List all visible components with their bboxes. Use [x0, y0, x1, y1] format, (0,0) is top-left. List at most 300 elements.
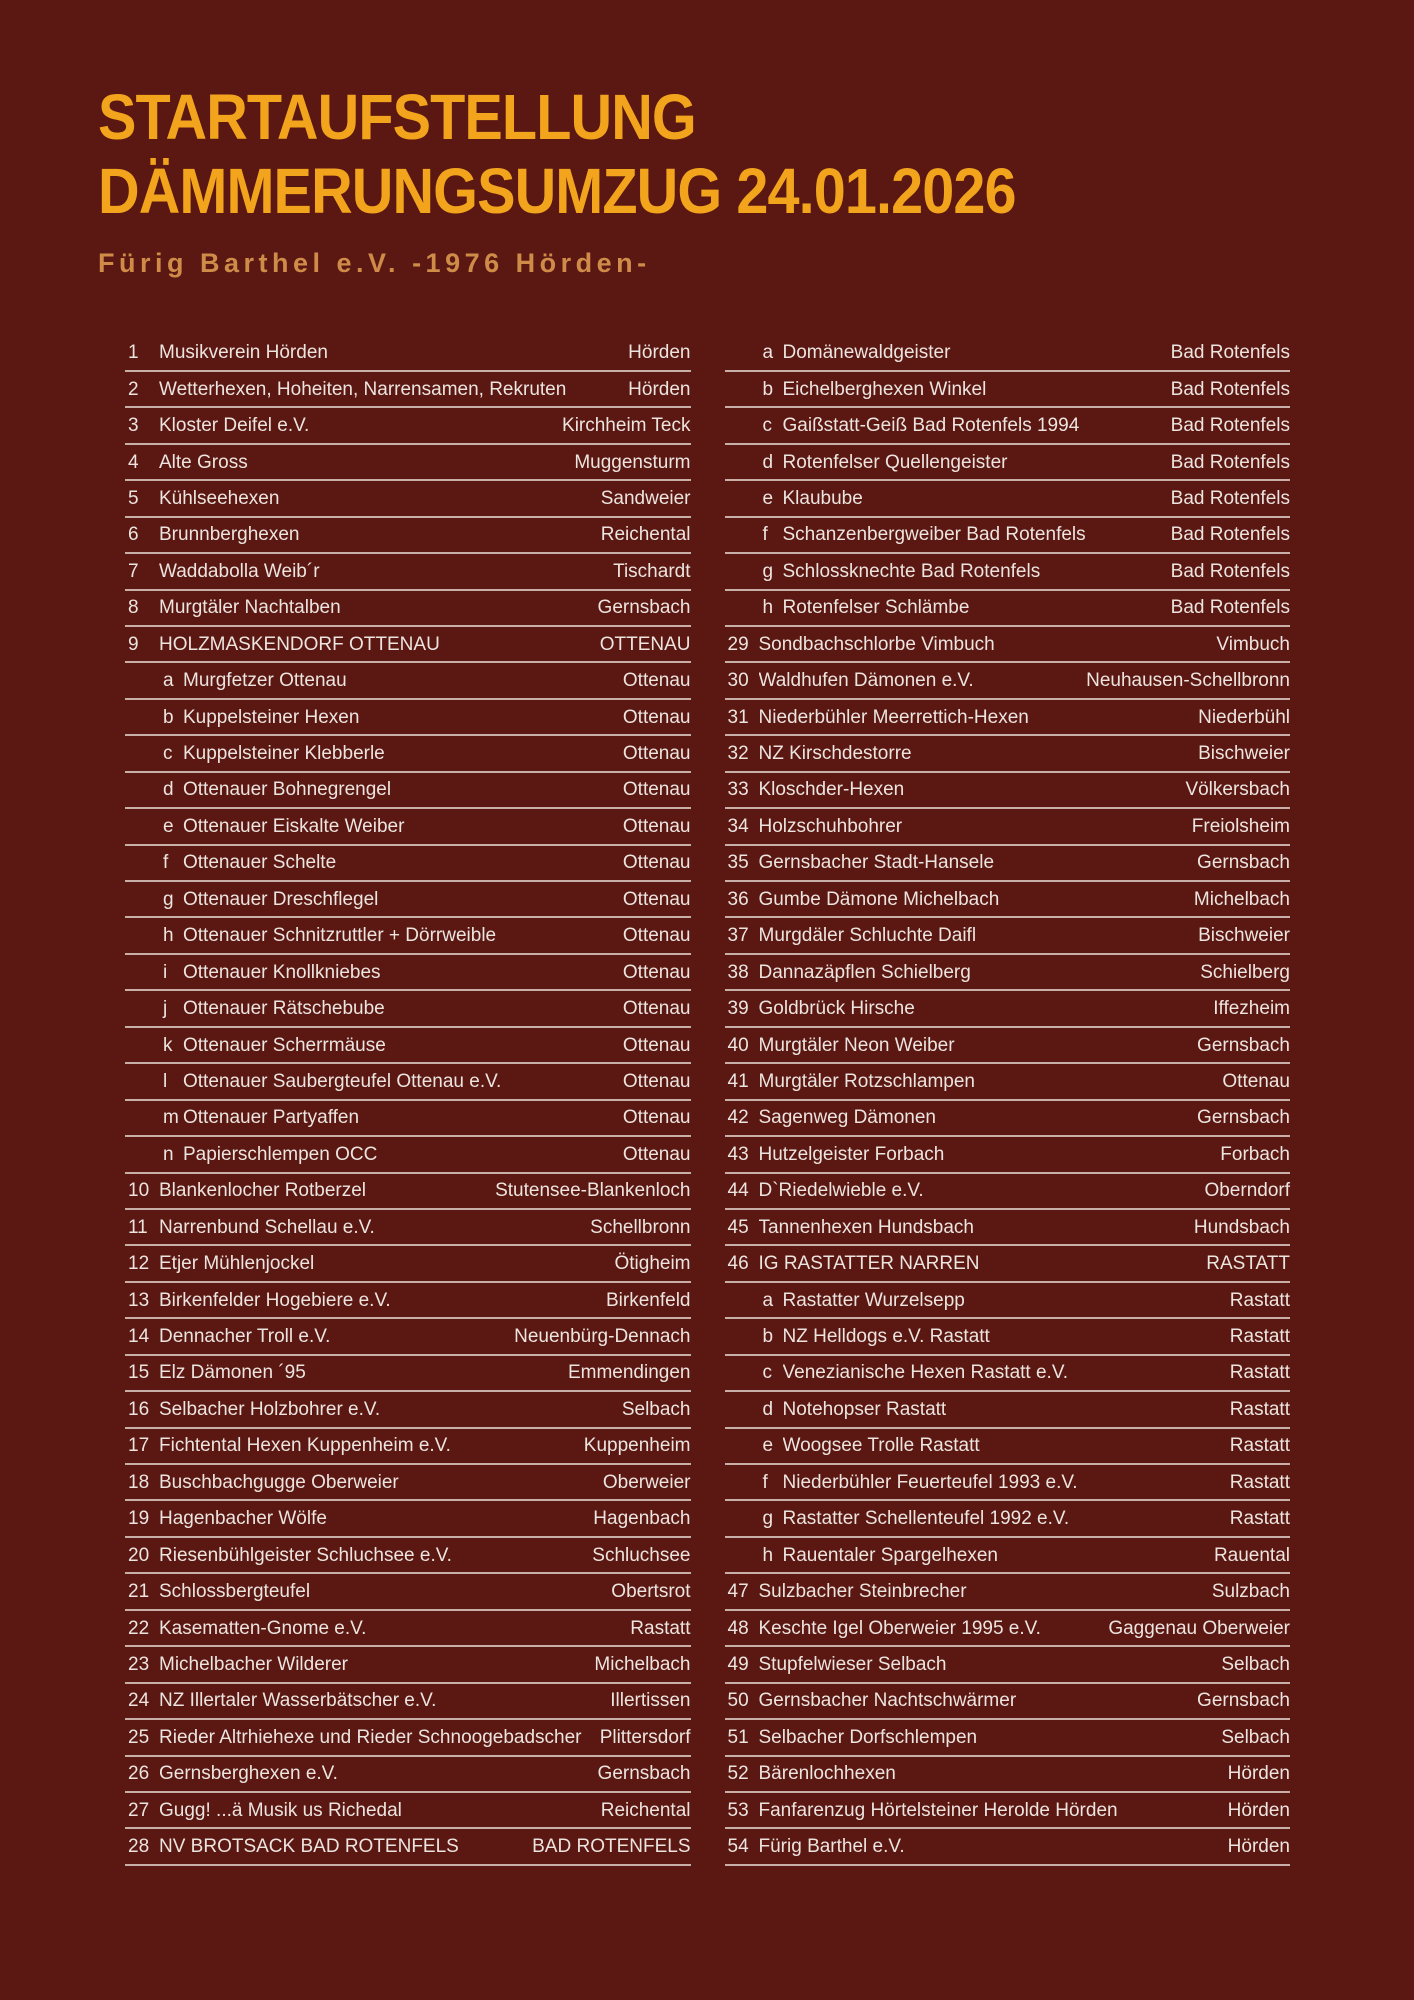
- row-place: Bad Rotenfels: [1170, 524, 1290, 546]
- row-place: Bad Rotenfels: [1170, 451, 1290, 473]
- row-number: c: [163, 743, 173, 764]
- lineup-row: [125, 1684, 691, 1720]
- row-group-name: Venezianische Hexen Rastatt e.V.: [782, 1363, 1069, 1383]
- row-group-name: Gernsbacher Nachtschwärmer: [758, 1691, 1017, 1711]
- row-place: Birkenfeld: [606, 1289, 691, 1311]
- row-group-name: Goldbrück Hirsche: [758, 999, 915, 1019]
- lineup-row: [125, 1793, 691, 1829]
- row-place: Völkersbach: [1185, 779, 1290, 801]
- row-number: a: [163, 670, 174, 692]
- lineup-row: [725, 1829, 1291, 1865]
- row-number: 50: [727, 1690, 749, 1712]
- row-number: 4: [128, 451, 139, 473]
- row-place: Rastatt: [1229, 1289, 1290, 1311]
- lineup-row: [125, 700, 691, 736]
- row-number: 22: [128, 1617, 150, 1639]
- lineup-row: [125, 1501, 691, 1537]
- lineup-row: [725, 627, 1291, 663]
- row-number: 9: [128, 633, 139, 655]
- row-number: 12: [128, 1253, 150, 1275]
- row-place: Forbach: [1220, 1143, 1290, 1165]
- row-place: Neuhausen-Schellbronn: [1086, 670, 1290, 692]
- row-number: 34: [727, 815, 749, 837]
- row-group-name: Niederbühler Meerrettich-Hexen: [758, 707, 1029, 727]
- lineup-row: [125, 627, 691, 663]
- row-number: a: [762, 342, 774, 364]
- row-group-name: NZ Kirschdestorre: [758, 744, 912, 763]
- lineup-row: [725, 1574, 1291, 1610]
- row-place: Ottenau: [622, 852, 691, 874]
- lineup-row: [125, 1137, 691, 1173]
- row-group-name: Buschbachgugge Oberweier: [159, 1472, 399, 1492]
- lineup-row: [125, 1465, 691, 1501]
- row-place: Selbach: [1221, 1653, 1290, 1675]
- row-group-name: Tannenhexen Hundsbach: [758, 1217, 975, 1237]
- row-group-name: Ottenauer Schnitzruttler + Dörrweible: [183, 926, 497, 946]
- row-place: Gaggenau Oberweier: [1108, 1617, 1290, 1639]
- lineup-row: [725, 1501, 1291, 1537]
- lineup-row: [725, 1429, 1291, 1465]
- row-place: Illertissen: [610, 1690, 691, 1712]
- lineup-row: [125, 955, 691, 991]
- row-group-name: Hutzelgeister Forbach: [758, 1144, 945, 1164]
- row-place: Schellbronn: [590, 1216, 691, 1238]
- row-place: Kuppenheim: [583, 1435, 691, 1457]
- lineup-row: [725, 1392, 1291, 1428]
- row-place: Kirchheim Teck: [562, 415, 691, 437]
- row-group-name: Kühlseehexen: [159, 488, 280, 508]
- row-number: h: [762, 597, 774, 619]
- row-place: Freiolsheim: [1191, 815, 1290, 837]
- row-number: 15: [128, 1362, 150, 1384]
- row-group-name: Riesenbühlgeister Schluchsee e.V.: [159, 1545, 452, 1565]
- lineup-row: [725, 1246, 1291, 1282]
- row-place: Rastatt: [1229, 1508, 1290, 1530]
- lineup-row: [725, 1465, 1291, 1501]
- lineup-row: [725, 408, 1291, 444]
- row-number: 11: [128, 1216, 148, 1238]
- lineup-row: [125, 408, 691, 444]
- lineup-row: [125, 372, 691, 408]
- row-place: Hagenbach: [593, 1508, 691, 1530]
- row-group-name: NV BROTSACK BAD ROTENFELS: [159, 1837, 459, 1857]
- lineup-row: [725, 1793, 1291, 1829]
- row-number: 20: [128, 1544, 150, 1566]
- row-number: d: [762, 1398, 774, 1420]
- lineup-row: [125, 1101, 691, 1137]
- row-place: Hörden: [628, 378, 691, 400]
- lineup-row: [725, 1028, 1291, 1064]
- lineup-row: [125, 1829, 691, 1865]
- row-number: 17: [128, 1435, 150, 1457]
- row-number: 40: [727, 1034, 749, 1056]
- row-number: g: [762, 560, 774, 582]
- lineup-row: [125, 1429, 691, 1465]
- row-group-name: Keschte Igel Oberweier 1995 e.V.: [758, 1618, 1041, 1638]
- lineup-row: [125, 736, 691, 772]
- row-group-name: Gumbe Dämone Michelbach: [758, 889, 1000, 909]
- row-place: Gernsbach: [1197, 1690, 1290, 1712]
- page-title-line1: STARTAUFSTELLUNG: [98, 81, 696, 153]
- lineup-row: [725, 1101, 1291, 1137]
- row-group-name: Sulzbacher Steinbrecher: [758, 1582, 967, 1602]
- row-place: Sulzbach: [1211, 1581, 1290, 1603]
- row-place: Reichental: [600, 1799, 691, 1821]
- row-place: Gernsbach: [1197, 852, 1290, 874]
- row-group-name: Fürig Barthel e.V.: [758, 1837, 905, 1857]
- row-number: e: [762, 1435, 774, 1457]
- row-number: 25: [128, 1726, 150, 1748]
- row-place: Gernsbach: [597, 1763, 691, 1785]
- row-group-name: Klaubube: [782, 488, 863, 508]
- row-group-name: Murgfetzer Ottenau: [183, 671, 347, 691]
- row-place: Oberweier: [602, 1471, 691, 1493]
- row-number: 13: [128, 1289, 150, 1311]
- row-place: Bischweier: [1198, 925, 1290, 947]
- row-group-name: Stupfelwieser Selbach: [758, 1654, 947, 1674]
- row-number: 5: [128, 487, 139, 509]
- row-place: Plittersdorf: [599, 1726, 691, 1748]
- lineup-row: [125, 1611, 691, 1647]
- lineup-row: [125, 846, 691, 882]
- row-number: 43: [727, 1143, 749, 1165]
- row-group-name: Rieder Altrhiehexe und Rieder Schnoogebadscher: [159, 1727, 582, 1747]
- lineup-row: [725, 918, 1291, 954]
- page-title: [98, 80, 1282, 228]
- row-place: Ottenau: [622, 1034, 691, 1056]
- row-group-name: Murgtäler Neon Weiber: [758, 1035, 955, 1055]
- row-group-name: Gugg! ...ä Musik us Richedal: [159, 1800, 402, 1820]
- lineup-row: [125, 773, 691, 809]
- lineup-row: [725, 663, 1291, 699]
- row-group-name: NZ Helldogs e.V. Rastatt: [782, 1327, 990, 1346]
- row-number: 49: [727, 1653, 749, 1675]
- lineup-row: [725, 1757, 1291, 1793]
- lineup-row: [125, 481, 691, 517]
- row-place: Niederbühl: [1198, 706, 1290, 728]
- row-number: 2: [128, 378, 139, 400]
- row-number: h: [762, 1544, 774, 1566]
- row-place: Ottenau: [622, 1107, 691, 1129]
- row-group-name: Kasematten-Gnome e.V.: [159, 1618, 367, 1638]
- row-group-name: Domänewaldgeister: [782, 343, 951, 363]
- row-number: g: [163, 888, 174, 910]
- lineup-row: [725, 1684, 1291, 1720]
- row-number: 16: [128, 1398, 150, 1420]
- lineup-row: [125, 809, 691, 845]
- row-group-name: Rotenfelser Schlämbe: [782, 598, 970, 618]
- row-group-name: Kuppelsteiner Hexen: [183, 707, 360, 727]
- row-group-name: D`Riedelwieble e.V.: [758, 1181, 924, 1201]
- row-number: b: [762, 1326, 774, 1347]
- row-group-name: Sagenweg Dämonen: [758, 1108, 936, 1128]
- row-number: b: [163, 706, 174, 728]
- row-group-name: Ottenauer Knollkniebes: [183, 962, 381, 982]
- row-number: b: [762, 378, 774, 400]
- row-group-name: Etjer Mühlenjockel: [159, 1254, 315, 1274]
- row-number: 29: [727, 633, 749, 655]
- row-number: 1: [128, 342, 139, 364]
- row-number: 46: [727, 1253, 749, 1275]
- row-group-name: Holzschuhbohrer: [758, 816, 903, 836]
- row-group-name: Rotenfelser Quellengeister: [782, 452, 1008, 472]
- row-place: Ottenau: [622, 998, 691, 1020]
- row-place: Obertsrot: [611, 1581, 691, 1603]
- lineup-row: [725, 518, 1291, 554]
- lineup-row: [725, 1720, 1291, 1756]
- lineup-row: [125, 445, 691, 481]
- row-group-name: Selbacher Holzbohrer e.V.: [159, 1399, 381, 1419]
- row-number: 6: [128, 524, 139, 546]
- row-place: Iffezheim: [1213, 998, 1290, 1020]
- row-place: Neuenbürg-Dennach: [514, 1326, 691, 1347]
- row-number: 44: [727, 1180, 749, 1202]
- row-group-name: Fichtental Hexen Kuppenheim e.V.: [159, 1436, 451, 1456]
- row-number: d: [163, 779, 174, 801]
- row-number: 33: [727, 779, 749, 801]
- lineup-row: [725, 700, 1291, 736]
- lineup-row: [125, 991, 691, 1027]
- row-place: Vimbuch: [1216, 633, 1290, 655]
- row-place: Tischardt: [613, 560, 691, 582]
- lineup-row: [725, 773, 1291, 809]
- lineup-row: [125, 1356, 691, 1392]
- row-group-name: Dannazäpflen Schielberg: [758, 962, 971, 982]
- row-place: Bad Rotenfels: [1170, 560, 1290, 582]
- row-number: c: [762, 415, 772, 437]
- row-group-name: Ottenauer Scherrmäuse: [183, 1035, 386, 1055]
- row-number: m: [163, 1107, 179, 1129]
- row-group-name: Michelbacher Wilderer: [159, 1654, 349, 1674]
- row-number: k: [163, 1034, 173, 1056]
- row-place: Rastatt: [1229, 1471, 1290, 1493]
- row-group-name: Fanfarenzug Hörtelsteiner Herolde Hörden: [758, 1800, 1118, 1820]
- row-number: e: [163, 815, 174, 837]
- row-group-name: Ottenauer Eiskalte Weiber: [183, 816, 405, 836]
- row-place: Schielberg: [1200, 961, 1290, 983]
- row-group-name: Gernsberghexen e.V.: [159, 1764, 338, 1784]
- row-number: f: [762, 524, 768, 546]
- lineup-row: [125, 1210, 691, 1246]
- row-place: Bischweier: [1198, 743, 1290, 764]
- row-group-name: Blankenlocher Rotberzel: [159, 1181, 367, 1201]
- lineup-row: [125, 882, 691, 918]
- row-group-name: Rastatter Schellenteufel 1992 e.V.: [782, 1509, 1070, 1529]
- lineup-row: [125, 1757, 691, 1793]
- row-number: 26: [128, 1763, 150, 1785]
- row-group-name: NZ Illertaler Wasserbätscher e.V.: [159, 1691, 437, 1711]
- lineup-row: [725, 1137, 1291, 1173]
- row-place: Ottenau: [622, 815, 691, 837]
- row-number: 31: [727, 706, 749, 728]
- lineup-row: [725, 335, 1291, 371]
- row-group-name: Schanzenbergweiber Bad Rotenfels: [782, 525, 1086, 545]
- row-place: Bad Rotenfels: [1170, 342, 1290, 364]
- lineup-row: [125, 1283, 691, 1319]
- row-number: 24: [128, 1690, 150, 1712]
- row-group-name: Musikverein Hörden: [159, 343, 328, 363]
- row-number: 39: [727, 998, 749, 1020]
- row-group-name: Ottenauer Partyaffen: [183, 1108, 360, 1128]
- row-place: Bad Rotenfels: [1170, 597, 1290, 619]
- row-number: a: [762, 1289, 774, 1311]
- row-group-name: Eichelberghexen Winkel: [782, 379, 987, 399]
- lineup-row: [725, 1538, 1291, 1574]
- lineup-row: [125, 1647, 691, 1683]
- row-place: Ottenau: [622, 779, 691, 801]
- page-title-line2: DÄMMERUNGSUMZUG 24.01.2026: [98, 155, 1016, 228]
- row-group-name: Brunnberghexen: [159, 525, 300, 545]
- row-group-name: Ottenauer Dreschflegel: [183, 889, 379, 909]
- row-place: Rauental: [1213, 1544, 1290, 1566]
- row-place: Ötigheim: [614, 1253, 691, 1275]
- row-number: 54: [727, 1836, 749, 1858]
- row-group-name: Murgdäler Schluchte Daifl: [758, 926, 977, 946]
- row-number: 14: [128, 1326, 150, 1347]
- lineup-row: [725, 1064, 1291, 1100]
- row-number: 27: [128, 1799, 150, 1821]
- row-place: OTTENAU: [599, 633, 691, 655]
- row-place: Reichental: [600, 524, 691, 546]
- row-group-name: Ottenauer Saubergteufel Ottenau e.V.: [183, 1071, 502, 1091]
- lineup-row: [725, 481, 1291, 517]
- row-place: Ottenau: [622, 925, 691, 947]
- row-number: 41: [727, 1070, 749, 1092]
- lineup-row: [125, 1246, 691, 1282]
- row-number: 38: [727, 961, 749, 983]
- row-group-name: Murgtäler Nachtalben: [159, 598, 341, 618]
- row-group-name: HOLZMASKENDORF OTTENAU: [159, 634, 440, 654]
- row-number: 53: [727, 1799, 749, 1821]
- lineup-row: [725, 1174, 1291, 1210]
- row-group-name: Rauentaler Spargelhexen: [782, 1545, 998, 1565]
- row-group-name: Kloster Deifel e.V.: [159, 416, 310, 436]
- row-number: 3: [128, 415, 139, 437]
- lineup-row: [725, 846, 1291, 882]
- lineup-column-left: [125, 335, 691, 1865]
- lineup-row: [725, 1210, 1291, 1246]
- row-place: Selbach: [1221, 1726, 1290, 1748]
- row-group-name: Kloschder-Hexen: [758, 780, 905, 800]
- lineup-row: [125, 518, 691, 554]
- row-place: Ottenau: [622, 1070, 691, 1092]
- row-number: f: [163, 852, 169, 874]
- row-number: 47: [727, 1581, 749, 1603]
- row-group-name: Sondbachschlorbe Vimbuch: [758, 634, 995, 654]
- row-group-name: Rastatter Wurzelsepp: [782, 1290, 965, 1310]
- row-number: 28: [128, 1836, 150, 1858]
- row-number: f: [762, 1471, 768, 1493]
- lineup-row: [725, 809, 1291, 845]
- row-group-name: Alte Gross: [159, 452, 248, 472]
- row-place: Ottenau: [1222, 1070, 1290, 1092]
- row-place: Ottenau: [622, 1143, 691, 1165]
- row-place: Bad Rotenfels: [1170, 378, 1290, 400]
- row-place: Ottenau: [622, 706, 691, 728]
- row-place: Rastatt: [1229, 1362, 1290, 1384]
- row-place: Rastatt: [1229, 1435, 1290, 1457]
- lineup-row: [125, 1392, 691, 1428]
- poster-header: [0, 0, 1414, 279]
- row-place: Muggensturm: [574, 451, 691, 473]
- row-place: Emmendingen: [567, 1362, 691, 1384]
- row-group-name: Elz Dämonen ´95: [159, 1363, 306, 1383]
- lineup-row: [725, 1283, 1291, 1319]
- row-group-name: Niederbühler Feuerteufel 1993 e.V.: [782, 1472, 1078, 1492]
- row-place: Hörden: [628, 342, 691, 364]
- row-group-name: Woogsee Trolle Rastatt: [782, 1436, 980, 1456]
- lineup-row: [725, 882, 1291, 918]
- row-place: Michelbach: [1193, 888, 1290, 910]
- row-group-name: Murgtäler Rotzschlampen: [758, 1071, 975, 1091]
- lineup-row: [125, 1174, 691, 1210]
- lineup-row: [725, 591, 1291, 627]
- row-place: Schluchsee: [592, 1544, 691, 1566]
- row-group-name: Waldhufen Dämonen e.V.: [758, 671, 974, 691]
- lineup-row: [125, 1319, 691, 1355]
- row-group-name: Hagenbacher Wölfe: [159, 1509, 327, 1529]
- row-number: 23: [128, 1653, 150, 1675]
- row-number: d: [762, 451, 774, 473]
- row-number: e: [762, 487, 774, 509]
- row-number: g: [762, 1508, 774, 1530]
- page-subtitle: Fürig Barthel e.V. -1976 Hörden-: [98, 248, 651, 279]
- row-number: 35: [727, 852, 749, 874]
- row-number: 21: [128, 1581, 150, 1603]
- row-place: Bad Rotenfels: [1170, 415, 1290, 437]
- row-place: Selbach: [621, 1398, 691, 1420]
- row-group-name: Ottenauer Bohnegrengel: [183, 780, 392, 800]
- row-group-name: Notehopser Rastatt: [782, 1399, 947, 1419]
- row-place: Ottenau: [622, 670, 691, 692]
- row-group-name: Ottenauer Schelte: [183, 853, 337, 873]
- lineup-row: [725, 1319, 1291, 1355]
- row-place: Ottenau: [622, 961, 691, 983]
- lineup-row: [725, 955, 1291, 991]
- lineup-column-right: [725, 335, 1291, 1865]
- row-place: Hundsbach: [1193, 1216, 1290, 1238]
- row-number: 18: [128, 1471, 150, 1493]
- row-number: 19: [128, 1508, 150, 1530]
- row-group-name: Kuppelsteiner Klebberle: [183, 744, 385, 763]
- row-number: 7: [128, 560, 139, 582]
- row-place: Sandweier: [600, 487, 691, 509]
- lineup-row: [725, 445, 1291, 481]
- lineup-row: [125, 1538, 691, 1574]
- row-place: Rastatt: [630, 1617, 691, 1639]
- lineup-row: [725, 1647, 1291, 1683]
- lineup-row: [125, 918, 691, 954]
- lineup-row: [125, 1720, 691, 1756]
- row-number: 8: [128, 597, 139, 619]
- lineup-row: [725, 736, 1291, 772]
- row-group-name: Schlossbergteufel: [159, 1582, 311, 1602]
- lineup-row: [125, 1028, 691, 1064]
- row-place: Hörden: [1227, 1836, 1290, 1858]
- row-number: c: [762, 1362, 772, 1384]
- row-group-name: Gaißstatt-Geiß Bad Rotenfels 1994: [782, 416, 1080, 436]
- row-number: 42: [727, 1107, 749, 1129]
- lineup-list: [0, 335, 1414, 1865]
- row-number: 36: [727, 888, 749, 910]
- row-place: Hörden: [1227, 1799, 1290, 1821]
- lineup-row: [725, 554, 1291, 590]
- row-place: Oberndorf: [1204, 1180, 1290, 1202]
- row-place: Bad Rotenfels: [1170, 487, 1290, 509]
- row-number: 10: [128, 1180, 150, 1202]
- lineup-row: [125, 591, 691, 627]
- row-place: Hörden: [1227, 1763, 1290, 1785]
